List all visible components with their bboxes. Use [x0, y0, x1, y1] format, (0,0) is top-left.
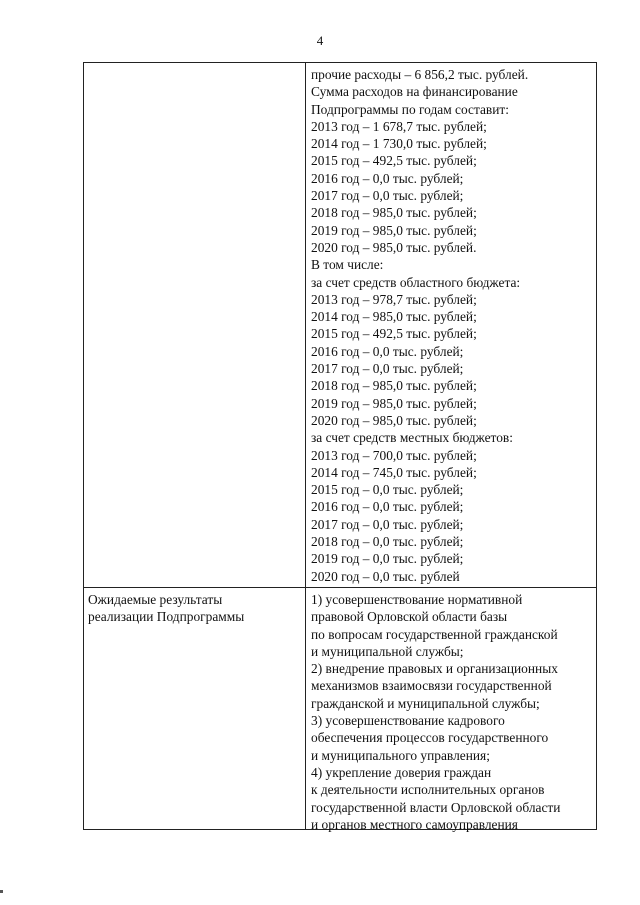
- scan-mark: [0, 890, 3, 893]
- label-line: реализации Подпрограммы: [88, 609, 245, 625]
- text-line: 2019 год – 985,0 тыс. рублей;: [311, 222, 477, 238]
- text-line: 2014 год – 985,0 тыс. рублей;: [311, 309, 477, 325]
- text-line: 2013 год – 1 678,7 тыс. рублей;: [311, 118, 487, 134]
- text-line: Подпрограммы по годам составит:: [311, 101, 509, 117]
- text-line: 2013 год – 700,0 тыс. рублей;: [311, 447, 477, 463]
- text-line: Сумма расходов на финансирование: [311, 84, 518, 100]
- text-line: 2020 год – 0,0 тыс. рублей: [311, 568, 460, 584]
- table-row-expected-results: [84, 588, 596, 832]
- text-line: 3) усовершенствование кадрового: [311, 713, 505, 729]
- text-line: 2015 год – 492,5 тыс. рублей;: [311, 326, 477, 342]
- column-divider: [305, 63, 306, 587]
- text-line: за счет средств областного бюджета:: [311, 274, 521, 290]
- text-line: государственной власти Орловской области: [311, 799, 561, 815]
- text-line: 2019 год – 0,0 тыс. рублей;: [311, 551, 464, 567]
- text-line: за счет средств местных бюджетов:: [311, 430, 513, 446]
- text-line: 2018 год – 985,0 тыс. рублей;: [311, 205, 477, 221]
- text-line: 2018 год – 0,0 тыс. рублей;: [311, 534, 464, 550]
- row2-content-cell: [311, 591, 595, 833]
- text-line: 2016 год – 0,0 тыс. рублей;: [311, 343, 464, 359]
- text-line: 2020 год – 985,0 тыс. рублей.: [311, 239, 477, 255]
- program-table: [83, 62, 597, 830]
- text-line: 2014 год – 745,0 тыс. рублей;: [311, 464, 477, 480]
- text-line: 2014 год – 1 730,0 тыс. рублей;: [311, 136, 487, 152]
- row1-content-cell: [311, 66, 595, 585]
- text-line: механизмов взаимосвязи государственной: [311, 678, 552, 694]
- text-line: и муниципального управления;: [311, 747, 490, 763]
- table-row-financing: [84, 63, 596, 588]
- text-line: обеспечения процессов государственного: [311, 730, 549, 746]
- text-line: 2013 год – 978,7 тыс. рублей;: [311, 291, 477, 307]
- text-line: 2015 год – 0,0 тыс. рублей;: [311, 482, 464, 498]
- text-line: 2) внедрение правовых и организационных: [311, 661, 558, 677]
- text-line: и органов местного самоуправления: [311, 816, 518, 832]
- text-line: прочие расходы – 6 856,2 тыс. рублей.: [311, 67, 529, 82]
- row2-label-cell: [88, 591, 300, 625]
- text-line: 2016 год – 0,0 тыс. рублей;: [311, 170, 464, 186]
- text-line: 2017 год – 0,0 тыс. рублей;: [311, 516, 464, 532]
- text-line: В том числе:: [311, 257, 384, 273]
- text-line: 2016 год – 0,0 тыс. рублей;: [311, 499, 464, 515]
- text-line: 2017 год – 0,0 тыс. рублей;: [311, 188, 464, 204]
- text-line: 2015 год – 492,5 тыс. рублей;: [311, 153, 477, 169]
- text-line: к деятельности исполнительных органов: [311, 782, 545, 798]
- text-line: по вопросам государственной гражданской: [311, 626, 558, 642]
- label-line: Ожидаемые результаты: [88, 592, 223, 607]
- text-line: 2020 год – 985,0 тыс. рублей;: [311, 412, 477, 428]
- text-line: правовой Орловской области базы: [311, 609, 508, 625]
- text-line: 2019 год – 985,0 тыс. рублей;: [311, 395, 477, 411]
- text-line: 2017 год – 0,0 тыс. рублей;: [311, 361, 464, 377]
- text-line: гражданской и муниципальной службы;: [311, 695, 540, 711]
- text-line: и муниципальной службы;: [311, 643, 464, 659]
- text-line: 4) укрепление доверия граждан: [311, 764, 492, 780]
- column-divider: [305, 588, 306, 829]
- text-line: 2018 год – 985,0 тыс. рублей;: [311, 378, 477, 394]
- page-number: 4: [316, 33, 324, 48]
- text-line: 1) усовершенствование нормативной: [311, 592, 523, 607]
